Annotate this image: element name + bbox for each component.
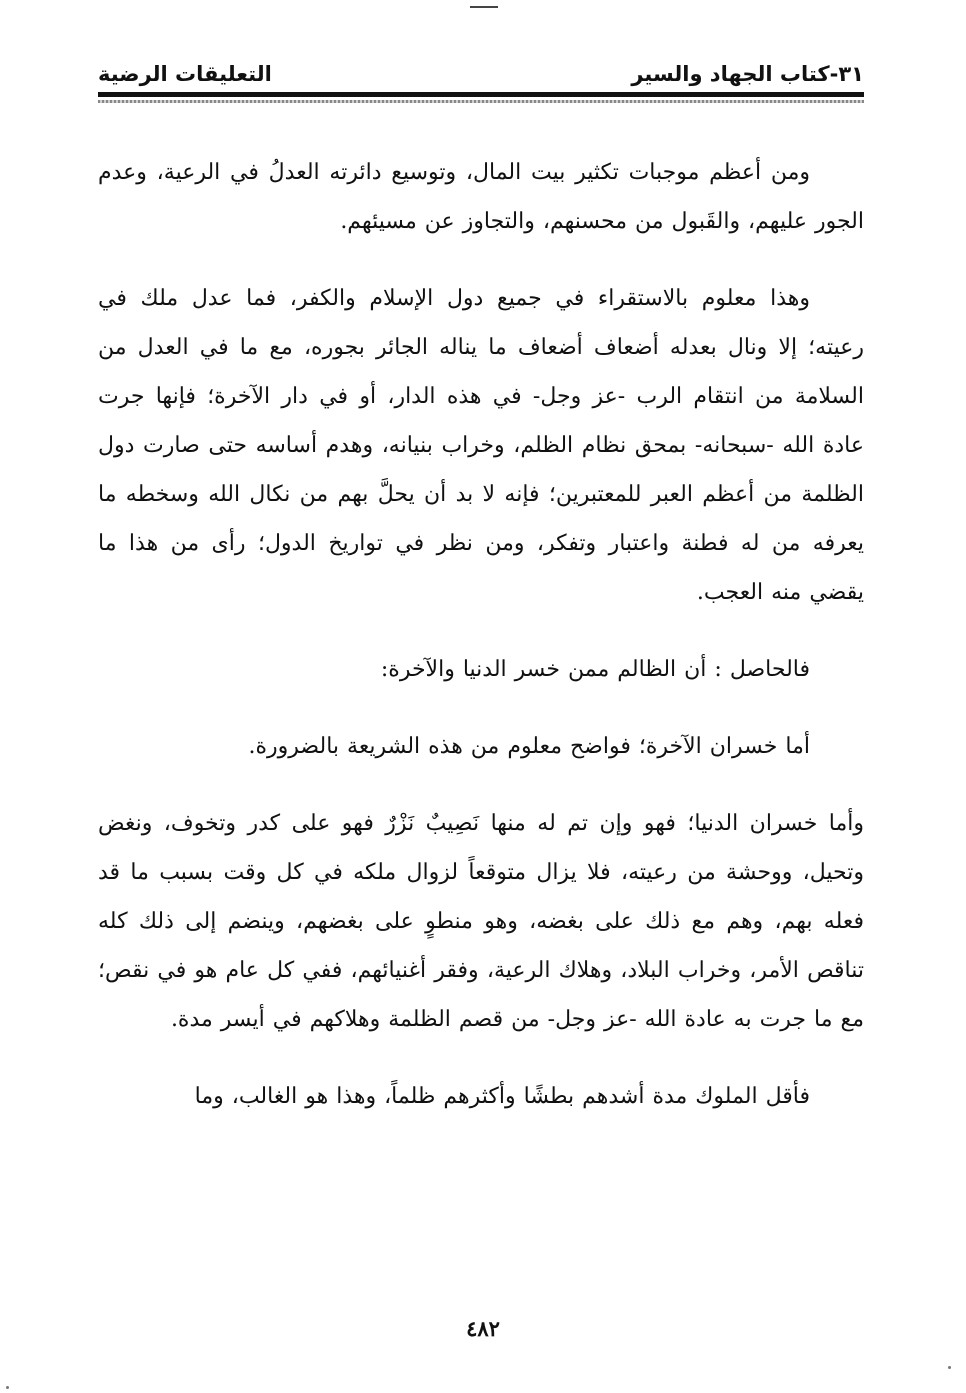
book-title: التعليقات الرضية	[98, 62, 272, 86]
chapter-title: ٣١-كتاب الجهاد والسير	[631, 62, 864, 86]
running-header	[98, 60, 864, 88]
paragraph: ومن أعظم موجبات تكثير بيت المال، وتوسيع دائرته العدلُ في الرعية، وعدم الجور عليهم، والقَبول من محسنهم، والتجاوز عن مسيئهم.	[98, 160, 864, 234]
paragraph: أما خسران الآخرة؛ فواضح معلوم من هذه الشريعة بالضرورة.	[248, 734, 810, 759]
paragraph: وهذا معلوم بالاستقراء في جميع دول الإسلام والكفر، فما عدل ملك في رعيته؛ إلا ونال بعدله أضعاف أضعاف ما يناله الجائر بجوره، مع ما في العدل من السلامة من انتقام الرب -عز وجل- في هذه الدار، أو في دار الآخرة؛ فإنها جرت عادة الله -سبحانه- بمحق نظام الظلم، وخراب بنيانه، وهدم أساسه حتى صارت دول الظلمة من أعظم العبر للمعتبرين؛ فإنه لا بد أن يحلَّ بهم من نكال الله وسخطه ما يعرفه من له فطنة واعتبار وتفكر، ومن نظر في تواريخ الدول؛ رأى من هذا ما يقضي منه العجب.	[98, 286, 864, 605]
header-rule-dotted	[98, 100, 864, 103]
scan-top-mark	[470, 6, 498, 8]
scan-speck	[948, 1366, 951, 1369]
paragraph: فالحاصل : أن الظالم ممن خسر الدنيا والآخرة:	[380, 657, 810, 682]
page-number: ٤٨٢	[466, 1316, 500, 1341]
scan-speck	[6, 1386, 9, 1389]
page-body	[98, 148, 864, 1149]
paragraph: فأقل الملوك مدة أشدهم بطشًا وأكثرهم ظلماً، وهذا هو الغالب، وما	[194, 1084, 810, 1109]
header-rule	[98, 92, 864, 97]
paragraph: وأما خسران الدنيا؛ فهو وإن تم له منها نَصِيبٌ نَزْرٌ فهو على كدر وتخوف، ونغض وتحيل، ووحشة من رعيته، فلا يزال متوقعاً لزوال ملكه في كل وقت بسبب ما قد فعله بهم، وهم مع ذلك على بغضه، وهو منطوٍ على بغضهم، وينضم إلى ذلك كله تناقص الأمر، وخراب البلاد، وهلاك الرعية، وفقر أغنيائهم، ففي كل عام هو في نقص؛ مع ما جرت به عادة الله -عز وجل- من قصم الظلمة وهلاكهم في أيسر مدة.	[98, 811, 864, 1032]
